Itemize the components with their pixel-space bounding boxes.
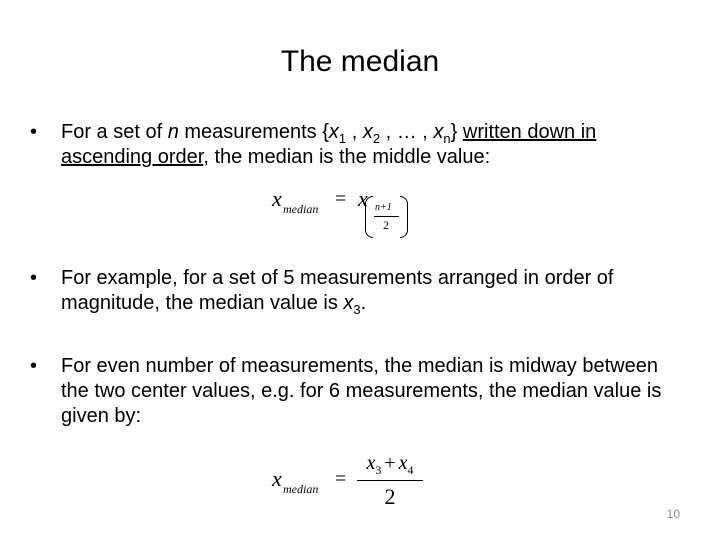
underlined-phrase: written down in ascending order bbox=[61, 121, 597, 168]
formula-x-rhs: x bbox=[358, 186, 368, 211]
formula-x: x bbox=[272, 466, 282, 491]
formula-sub-median: median bbox=[283, 202, 319, 216]
bullet-text: For example, for a set of 5 measurements arranged in order of magnitude, the median value is $x_3$. bbox=[61, 267, 614, 317]
index-denominator: 2 bbox=[383, 218, 389, 232]
index-fraction-bar bbox=[374, 216, 399, 217]
bullet-median-definition bbox=[30, 120, 680, 170]
bullet-text: For even number of measurements, the median is midway between the two center values, e.g. for 6 measurements, the median value is given by: bbox=[61, 355, 662, 427]
bullet-even-case bbox=[30, 354, 680, 429]
numerator: $x_3 + x_4$ bbox=[366, 452, 414, 477]
variable-n: n bbox=[167, 121, 179, 143]
paren-right bbox=[400, 196, 408, 238]
formula-x: x bbox=[272, 186, 282, 211]
formula-sub-median: median bbox=[283, 482, 319, 496]
page-number: 10 bbox=[666, 507, 680, 521]
bullet-odd-example bbox=[30, 266, 680, 316]
formula-equals: = bbox=[335, 468, 347, 490]
fraction-bar bbox=[357, 480, 423, 481]
bullet-text: For a set of n measurements {$x_1$ , $x_2$ , … , $x_n$} written down in ascending order, the median is the middle value: bbox=[61, 121, 597, 168]
denominator: 2 bbox=[384, 484, 396, 509]
paren-left bbox=[365, 196, 373, 238]
median-odd-formula bbox=[272, 186, 422, 242]
index-numerator: n+1 bbox=[375, 202, 392, 213]
formula-equals: = bbox=[335, 188, 347, 210]
median-even-formula bbox=[272, 452, 432, 516]
bullet-dot: • bbox=[30, 267, 38, 289]
slide-title: The median bbox=[280, 45, 440, 78]
bullet-dot: • bbox=[30, 355, 38, 377]
bullet-dot: • bbox=[30, 121, 38, 143]
